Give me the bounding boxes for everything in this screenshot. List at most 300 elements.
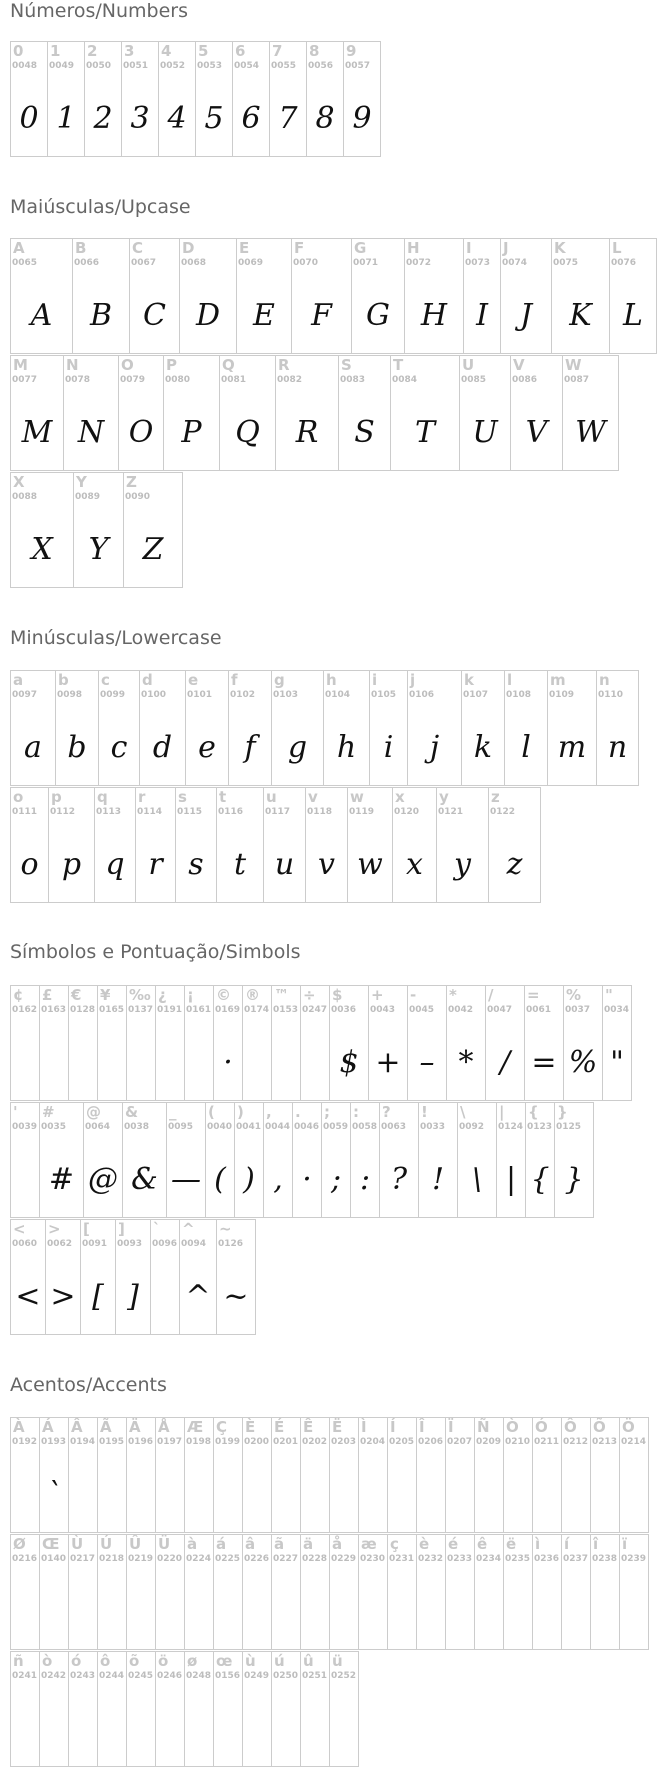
glyph-character-label: ? [382,1103,391,1121]
glyph-cell [488,787,541,903]
glyph-code-label: 0124 [498,1122,524,1132]
glyph-code-label: 0068 [181,258,207,268]
glyph-cell [347,787,393,903]
glyph-cell [562,355,619,471]
glyph-code-label: 0108 [506,690,532,700]
glyph-cell [446,985,486,1101]
glyph-sample: J [519,298,533,333]
glyph-code-label: 0044 [265,1122,291,1132]
glyph-cell [94,787,136,903]
glyph-cell [155,1651,185,1767]
glyph-sample: 4 [167,101,187,136]
glyph-cell [291,238,352,354]
glyph-character-label: ¥ [100,986,111,1004]
glyph-cell [184,1417,214,1533]
glyph-sample: > [50,1279,76,1314]
section-title-symbols: Símbolos e Pontuação/Simbols [10,941,301,963]
glyph-code-label: 0054 [234,61,260,71]
glyph-sample: K [569,298,592,333]
glyph-character-label: Ò [506,1418,519,1436]
glyph-cell [300,1534,330,1650]
glyph-character-label: f [231,671,238,689]
glyph-sample: ? [390,1162,408,1197]
glyph-cell [242,985,272,1101]
glyph-character-label: ë [506,1535,517,1553]
glyph-character-label: Œ [42,1535,60,1553]
glyph-code-label: 0206 [418,1437,444,1447]
glyph-character-label: € [71,986,82,1004]
glyph-character-label: ø [187,1652,198,1670]
glyph-character-label: # [42,1103,55,1121]
glyph-character-label: É [274,1418,285,1436]
glyph-cell [68,1651,98,1767]
glyph-cell [150,1219,180,1335]
glyph-sample: x [406,847,423,882]
glyph-cell [135,787,176,903]
glyph-character-label: R [278,356,290,374]
glyph-cell [500,238,552,354]
glyph-cell [300,1651,330,1767]
glyph-row [10,472,182,588]
glyph-character-label: Ö [622,1418,635,1436]
glyph-row [10,1534,648,1650]
glyph-character-label: á [216,1535,227,1553]
glyph-code-label: 0204 [360,1437,386,1447]
glyph-code-label: 0197 [157,1437,183,1447]
glyph-sample: = [531,1045,557,1080]
glyph-cell [619,1417,649,1533]
glyph-row [10,670,638,786]
glyph-code-label: 0121 [438,807,464,817]
glyph-sample: + [375,1045,401,1080]
glyph-code-label: 0153 [273,1005,299,1015]
glyph-character-label: œ [216,1652,233,1670]
glyph-sample: 8 [315,101,335,136]
glyph-sample: 3 [130,101,150,136]
glyph-character-label: Ô [564,1418,577,1436]
glyph-character-label: / [488,986,494,1004]
glyph-character-label: j [410,671,416,689]
glyph-sample: o [20,847,39,882]
glyph-row [10,1417,648,1533]
glyph-cell [45,1219,81,1335]
glyph-cell [47,41,85,157]
glyph-code-label: 0033 [420,1122,446,1132]
glyph-code-label: 0213 [592,1437,618,1447]
glyph-sample: ] [127,1279,139,1314]
glyph-code-label: 0081 [221,375,247,385]
glyph-cell [80,1219,116,1335]
glyph-code-label: 0039 [12,1122,38,1132]
glyph-character-label: À [13,1418,25,1436]
glyph-cell [609,238,657,354]
glyph-code-label: 0242 [41,1671,67,1681]
glyph-cell [97,1534,127,1650]
glyph-code-label: 0106 [409,690,435,700]
glyph-cell [213,1534,243,1650]
glyph-cell [590,1534,620,1650]
glyph-code-label: 0235 [505,1554,531,1564]
glyph-code-label: 0249 [244,1671,270,1681]
glyph-character-label: 2 [87,42,98,60]
glyph-code-label: 0156 [215,1671,241,1681]
section-title-numbers: Números/Numbers [10,0,188,22]
glyph-code-label: 0104 [325,690,351,700]
glyph-character-label: ~ [219,1220,232,1238]
glyph-cell [563,985,603,1101]
glyph-code-label: 0120 [394,807,420,817]
glyph-sample: 2 [93,101,113,136]
glyph-cell [404,238,464,354]
glyph-character-label: Ì [361,1418,367,1436]
glyph-code-label: 0128 [70,1005,96,1015]
glyph-code-label: 0082 [277,375,303,385]
glyph-code-label: 0230 [360,1554,386,1564]
glyph-code-label: 0055 [271,61,297,71]
glyph-code-label: 0109 [549,690,575,700]
glyph-sample: m [557,730,587,765]
glyph-sample: @ [88,1162,118,1197]
glyph-sample: ! [431,1162,445,1197]
glyph-code-label: 0220 [157,1554,183,1564]
glyph-sample: { [530,1162,550,1197]
glyph-character-label: ù [245,1652,256,1670]
glyph-cell [184,985,214,1101]
glyph-character-label: £ [42,986,53,1004]
glyph-row [10,985,631,1101]
glyph-cell [39,1651,69,1767]
glyph-character-label: ú [274,1652,285,1670]
glyph-cell [10,1219,46,1335]
glyph-code-label: 0241 [12,1671,38,1681]
glyph-code-label: 0058 [352,1122,378,1132]
glyph-character-label: Ó [535,1418,548,1436]
glyph-code-label: 0062 [47,1239,73,1249]
glyph-cell [126,1651,156,1767]
glyph-sample: – [419,1045,435,1080]
glyph-character-label: ' [13,1103,18,1121]
glyph-cell [10,355,64,471]
glyph-sample: \ [471,1162,483,1197]
glyph-character-label: © [216,986,231,1004]
glyph-code-label: 0114 [137,807,163,817]
glyph-sample: C [143,298,166,333]
glyph-code-label: 0035 [41,1122,67,1132]
glyph-code-label: 0248 [186,1671,212,1681]
glyph-character-label: P [166,356,177,374]
glyph-cell [166,1102,206,1218]
glyph-sample: I [476,298,488,333]
glyph-code-label: 0084 [392,375,418,385]
glyph-cell [524,985,564,1101]
glyph-code-label: 0247 [302,1005,328,1015]
glyph-code-label: 0094 [181,1239,207,1249]
glyph-character-label: e [188,671,199,689]
glyph-cell [457,1102,497,1218]
glyph-code-label: 0239 [621,1554,647,1564]
glyph-cell [269,41,307,157]
glyph-cell [474,1534,504,1650]
glyph-code-label: 0118 [307,807,333,817]
glyph-code-label: 0115 [177,807,203,817]
glyph-code-label: 0201 [273,1437,299,1447]
glyph-cell [213,1651,243,1767]
glyph-code-label: 0198 [186,1437,212,1447]
glyph-character-label: ¢ [13,986,24,1004]
glyph-cell [510,355,563,471]
glyph-code-label: 0252 [331,1671,357,1681]
glyph-character-label: m [550,671,566,689]
glyph-cell [48,787,95,903]
glyph-sample: · [223,1045,233,1080]
glyph-cell [338,355,391,471]
glyph-character-label: E [239,239,250,257]
glyph-cell [155,985,185,1101]
glyph-cell [305,787,348,903]
glyph-character-label: 9 [346,42,357,60]
glyph-code-label: 0097 [12,690,38,700]
glyph-sample: D [195,298,221,333]
glyph-character-label: è [419,1535,430,1553]
glyph-character-label: I [466,239,472,257]
glyph-code-label: 0193 [41,1437,67,1447]
glyph-cell [39,1102,84,1218]
glyph-character-label: = [527,986,540,1004]
glyph-character-label: _ [169,1103,177,1121]
glyph-row [10,1651,358,1767]
glyph-character-label: B [75,239,87,257]
glyph-sample: W [575,415,606,450]
glyph-sample: * [458,1045,474,1080]
glyph-code-label: 0122 [490,807,516,817]
glyph-character-label: È [245,1418,256,1436]
glyph-code-label: 0098 [57,690,83,700]
glyph-code-label: 0112 [50,807,76,817]
glyph-code-label: 0070 [293,258,319,268]
glyph-character-label: ö [158,1652,169,1670]
glyph-code-label: 0100 [141,690,167,700]
glyph-sample: ~ [223,1279,249,1314]
glyph-cell [155,1417,185,1533]
glyph-character-label: ® [245,986,260,1004]
glyph-character-label: W [565,356,582,374]
glyph-character-label: C [132,239,144,257]
glyph-code-label: 0217 [70,1554,96,1564]
glyph-cell [232,41,270,157]
glyph-code-label: 0210 [505,1437,531,1447]
glyph-cell [98,670,140,786]
glyph-character-label: û [303,1652,314,1670]
glyph-character-label: U [462,356,475,374]
glyph-sample: p [61,847,82,882]
glyph-cell [184,1534,214,1650]
glyph-code-label: 0074 [502,258,528,268]
glyph-character-label: ` [153,1220,161,1238]
glyph-cell [321,1102,351,1218]
glyph-code-label: 0052 [160,61,186,71]
glyph-sample: V [525,415,548,450]
glyph-code-label: 0045 [409,1005,435,1015]
glyph-sample: a [24,730,42,765]
glyph-code-label: 0064 [85,1122,111,1132]
glyph-code-label: 0116 [218,807,244,817]
glyph-code-label: 0205 [389,1437,415,1447]
glyph-character-label: n [599,671,610,689]
glyph-character-label: Ç [216,1418,228,1436]
glyph-code-label: 0092 [459,1122,485,1132]
glyph-character-label: ä [303,1535,314,1553]
glyph-code-label: 0246 [157,1671,183,1681]
glyph-code-label: 0049 [49,61,75,71]
glyph-code-label: 0226 [244,1554,270,1564]
glyph-cell [416,1417,446,1533]
glyph-code-label: 0224 [186,1554,212,1564]
glyph-row [10,41,380,157]
glyph-code-label: 0211 [534,1437,560,1447]
glyph-code-label: 0046 [294,1122,320,1132]
glyph-character-label: à [187,1535,198,1553]
glyph-code-label: 0243 [70,1671,96,1681]
glyph-sample: / [499,1045,511,1080]
glyph-character-label: y [439,788,449,806]
glyph-cell [418,1102,458,1218]
glyph-character-label: î [593,1535,599,1553]
glyph-character-label: Ï [448,1418,454,1436]
glyph-character-label: ™ [274,986,289,1004]
glyph-character-label: Ê [303,1418,314,1436]
glyph-cell [242,1651,272,1767]
glyph-cell [115,1219,151,1335]
glyph-sample: ( [214,1162,226,1197]
glyph-sample: e [198,730,216,765]
glyph-cell [358,1417,388,1533]
glyph-code-label: 0196 [128,1437,154,1447]
glyph-sample: $ [339,1045,359,1080]
glyph-sample: R [295,415,319,450]
glyph-code-label: 0063 [381,1122,407,1132]
glyph-cell [275,355,339,471]
glyph-cell [10,1417,40,1533]
glyph-character-label: Û [129,1535,142,1553]
glyph-row [10,1219,255,1335]
glyph-code-label: 0079 [120,375,146,385]
glyph-cell [358,1534,388,1650]
glyph-character-label: t [219,788,227,806]
glyph-character-label: . [295,1103,301,1121]
glyph-code-label: 0103 [273,690,299,700]
glyph-character-label: ô [100,1652,111,1670]
glyph-code-label: 0101 [187,690,213,700]
glyph-sample: A [30,298,53,333]
glyph-cell [551,238,610,354]
glyph-code-label: 0195 [99,1437,125,1447]
glyph-character-label: ] [118,1220,125,1238]
glyph-code-label: 0140 [41,1554,67,1564]
glyph-code-label: 0228 [302,1554,328,1564]
glyph-cell [596,670,639,786]
glyph-character-label: z [491,788,500,806]
glyph-character-label: X [13,473,25,491]
glyph-cell [179,238,237,354]
glyph-sample: M [21,415,53,450]
glyph-code-label: 0232 [418,1554,444,1564]
glyph-sample: ) [243,1162,255,1197]
glyph-cell [158,41,196,157]
glyph-code-label: 0048 [12,61,38,71]
glyph-code-label: 0161 [186,1005,212,1015]
glyph-sample: L [623,298,643,333]
glyph-code-label: 0059 [323,1122,349,1132]
glyph-character-label: õ [129,1652,140,1670]
glyph-character-label: k [464,671,474,689]
glyph-sample: y [454,847,471,882]
glyph-character-label: w [350,788,364,806]
glyph-code-label: 0077 [12,375,38,385]
glyph-character-label: G [354,239,367,257]
glyph-cell [84,41,122,157]
glyph-sample: g [287,730,308,765]
glyph-character-label: T [393,356,404,374]
glyph-sample: k [473,730,493,765]
glyph-cell [195,41,233,157]
glyph-character-label: $ [332,986,343,1004]
glyph-sample: c [110,730,128,765]
glyph-code-label: 0244 [99,1671,125,1681]
glyph-cell [271,1651,301,1767]
glyph-code-label: 0088 [12,492,38,502]
glyph-code-label: 0209 [476,1437,502,1447]
glyph-cell [242,1417,272,1533]
glyph-character-label: Ú [100,1535,113,1553]
glyph-code-label: 0069 [238,258,264,268]
glyph-code-label: 0192 [12,1437,38,1447]
glyph-cell [121,41,159,157]
glyph-character-label: - [410,986,417,1004]
glyph-row [10,238,656,354]
glyph-character-label: ê [477,1535,488,1553]
glyph-cell [300,1417,330,1533]
glyph-sample: v [318,847,335,882]
glyph-cell [10,985,40,1101]
glyph-character-label: Ü [158,1535,171,1553]
glyph-cell [445,1417,475,1533]
glyph-code-label: 0251 [302,1671,328,1681]
glyph-sample: j [429,730,440,765]
glyph-code-label: 0056 [308,61,334,71]
glyph-cell [55,670,99,786]
glyph-character-label: Ë [332,1418,343,1436]
glyph-sample: % [568,1045,598,1080]
glyph-code-label: 0137 [128,1005,154,1015]
glyph-cell [139,670,186,786]
glyph-cell [63,355,119,471]
glyph-cell [155,1534,185,1650]
glyph-cell [619,1534,649,1650]
glyph-sample: h [336,730,357,765]
section-title-lowercase: Minúsculas/Lowercase [10,627,222,649]
glyph-character-label: H [407,239,420,257]
glyph-code-label: 0234 [476,1554,502,1564]
glyph-sample: # [48,1162,75,1197]
glyph-code-label: 0200 [244,1437,270,1447]
glyph-character-label: ì [535,1535,541,1553]
glyph-sample: O [128,415,154,450]
glyph-sample: d [152,730,173,765]
glyph-code-label: 0236 [534,1554,560,1564]
glyph-character-label: } [557,1103,568,1121]
glyph-code-label: 0113 [96,807,122,817]
glyph-code-label: 0110 [598,690,624,700]
